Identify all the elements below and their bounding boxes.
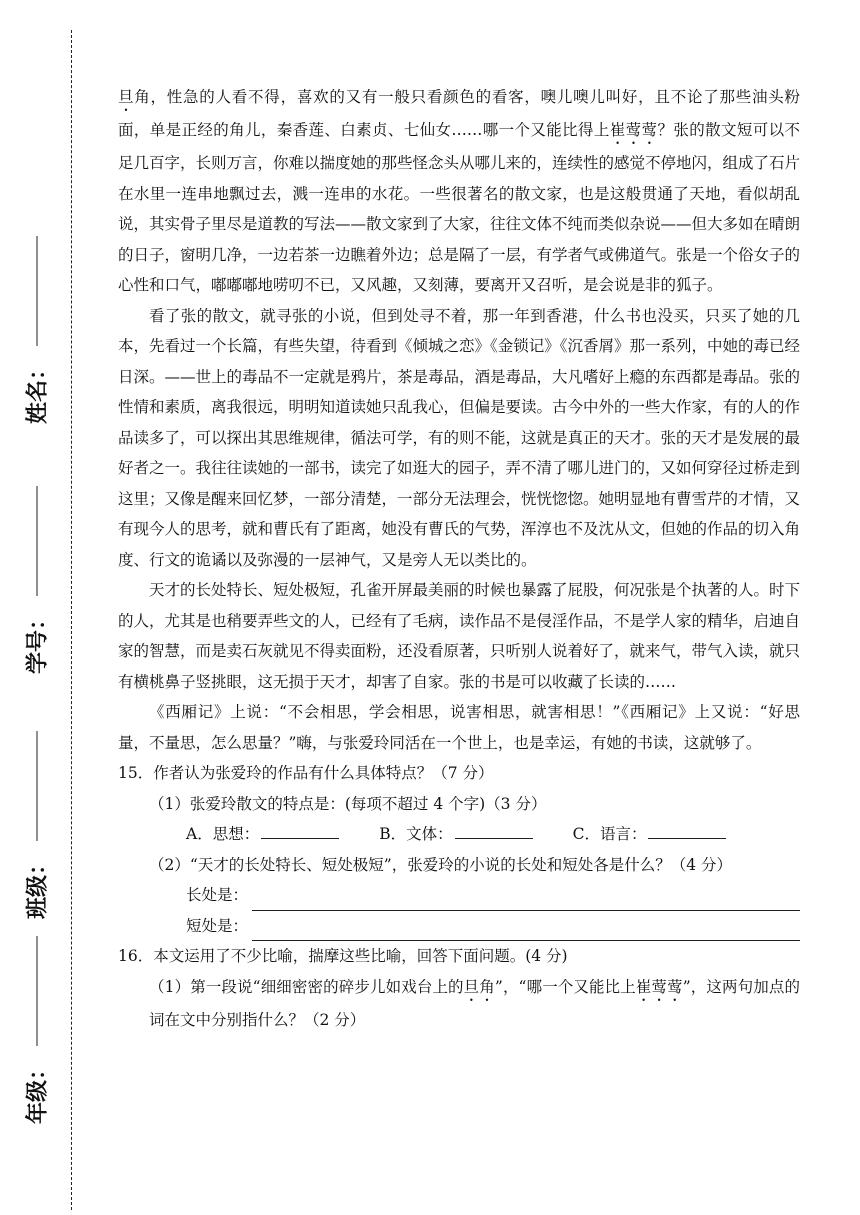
question-15-options [118,819,800,850]
name-label: 姓名： [25,357,51,425]
essay-paragraph-4: 《西厢记》上说：“不会相思，学会相思，说害相思，就害相思！”《西厢记》上又说：“好思量，不量思，怎么思量？”嗨，与张爱玲同活在一个世上，也是幸运，有她的书读，这就够了。 [118,703,800,752]
essay-paragraph-1: 旦角，性急的人看不得，喜欢的又有一般只看颜色的看客，噢儿噢儿叫好，且不论了那些油头粉面，单是正经的角儿，秦香莲、白素贞、七仙女……哪一个又能比得上崔莺莺？张的散文短可以不足几百字，长则万言，你难以揣度她的那些怪念头从哪儿来的，连续性的感觉不停地闪，组成了石片在水里一连串地飘过去，溅一连串的水花。一些很著名的散文家，也是这般贯通了天地，看似胡乱说，其实骨子里尽是道教的写法——散文家到了大家，往往文体不纯而类似杂说——但大多如在晴朗的日子，窗明几净，一边若茶一边瞧着外边；总是隔了一层，有学者气或佛道气。张是一个俗女子的心性和口气，嘟嘟嘟地唠叨不已，又风趣，又刻薄，要离开又召听，是会说是非的狐子。 [118,88,801,294]
essay-paragraph-3: 天才的长处特长、短处极短，孔雀开屏最美丽的时候也暴露了屁股，何况张是个执著的人。时下的人，尤其是也稍要弄些文的人，已经有了毛病，读作品不是侵淫作品，不是学人家的精华，启迪自家的智慧，而是卖石灰就见不得卖面粉，还没看原著，只听别人说着好了，就来气，带气入读，就只有横桃鼻子竖挑眼，这无损于天才，却害了自家。张的书是可以收藏了长读的…… [118,581,801,691]
answer-line-strength[interactable] [252,890,800,911]
emphasis-cuiyingying: 崔莺莺 [609,121,658,139]
question-16-stem: 16．本文运用了不少比喻，揣摩这些比喻，回答下面问题。(4 分) [118,947,568,965]
emphasis-dan: 旦 [118,88,135,106]
essay-paragraph-2: 看了张的散文，就寻张的小说，但到处寻不着，那一年到香港，什么书也没买，只买了她的几本，先看过一个长篇，有些失望，待看到《倾城之恋》《金锁记》《沉香屑》那一系列，中她的毒已经日深。——世上的毒品不一定就是鸦片，茶是毒品，酒是毒品，大凡嗜好上瘾的东西都是毒品。张的性情和素质，离我很远，明明知道读她只乱我心，但偏是要读。古今中外的一些大作家，有的人的作品读多了，可以探出其思维规律，循法可学，有的则不能，这就是真正的天才。张的天才是发展的最好者之一。我往往读她的一部书，读完了如逛大的园子，弄不清了哪儿进门的，又如何穿径过桥走到这里；又像是醒来回忆梦，一部分清楚，一部分无法理会，恍恍惚惚。她明显地有曹雪芹的才情，又有现今人的思考，就和曹氏有了距离，她没有曹氏的气势，浑淳也不及沈从文，但她的作品的切入角度、行文的诡谲以及弥漫的一层神气，又是旁人无以类比的。 [118,306,801,569]
question-15-stem: 15．作者认为张爱玲的作品有什么具体特点？（7 分） [118,764,494,782]
question-15-sub-2: （2）“天才的长处特长、短处极短”，张爱玲的小说的长处和短处各是什么？（4 分） [149,855,733,874]
answer-row-strength [118,880,800,911]
binding-dashed-line [71,30,72,1210]
grade-underline[interactable] [35,936,37,1046]
class-label: 班级： [25,852,51,920]
answer-line-weakness[interactable] [252,920,800,941]
answer-blank-b[interactable] [455,820,533,839]
answer-blank-a[interactable] [261,820,339,839]
option-b: B．文体： [379,819,532,850]
option-c: C．语言： [573,819,727,850]
class-field[interactable] [21,731,52,919]
student-id-label: 学号： [25,607,51,675]
question-15-sub-1: （1）张爱玲散文的特点是：(每项不超过 4 个字)（3 分） [149,794,547,813]
question-16-sub-1: （1）第一段说“细细密密的碎步儿如戏台上的旦角”，“哪一个又能比上崔莺莺”，这两句加点的词在文中分别指什么？（2 分） [149,977,800,1029]
answer-blank-c[interactable] [648,820,726,839]
student-id-field[interactable] [21,486,52,674]
grade-field[interactable] [21,936,52,1124]
class-underline[interactable] [35,731,37,841]
exam-content [118,82,800,1035]
grade-label: 年级： [25,1057,51,1125]
student-id-underline[interactable] [35,486,37,596]
name-field[interactable] [21,236,52,424]
answer-row-weakness [118,911,800,942]
strength-label: 长处是： [186,886,249,904]
weakness-label: 短处是： [186,916,249,935]
name-underline[interactable] [35,236,37,346]
option-a: A．思想： [186,819,339,850]
